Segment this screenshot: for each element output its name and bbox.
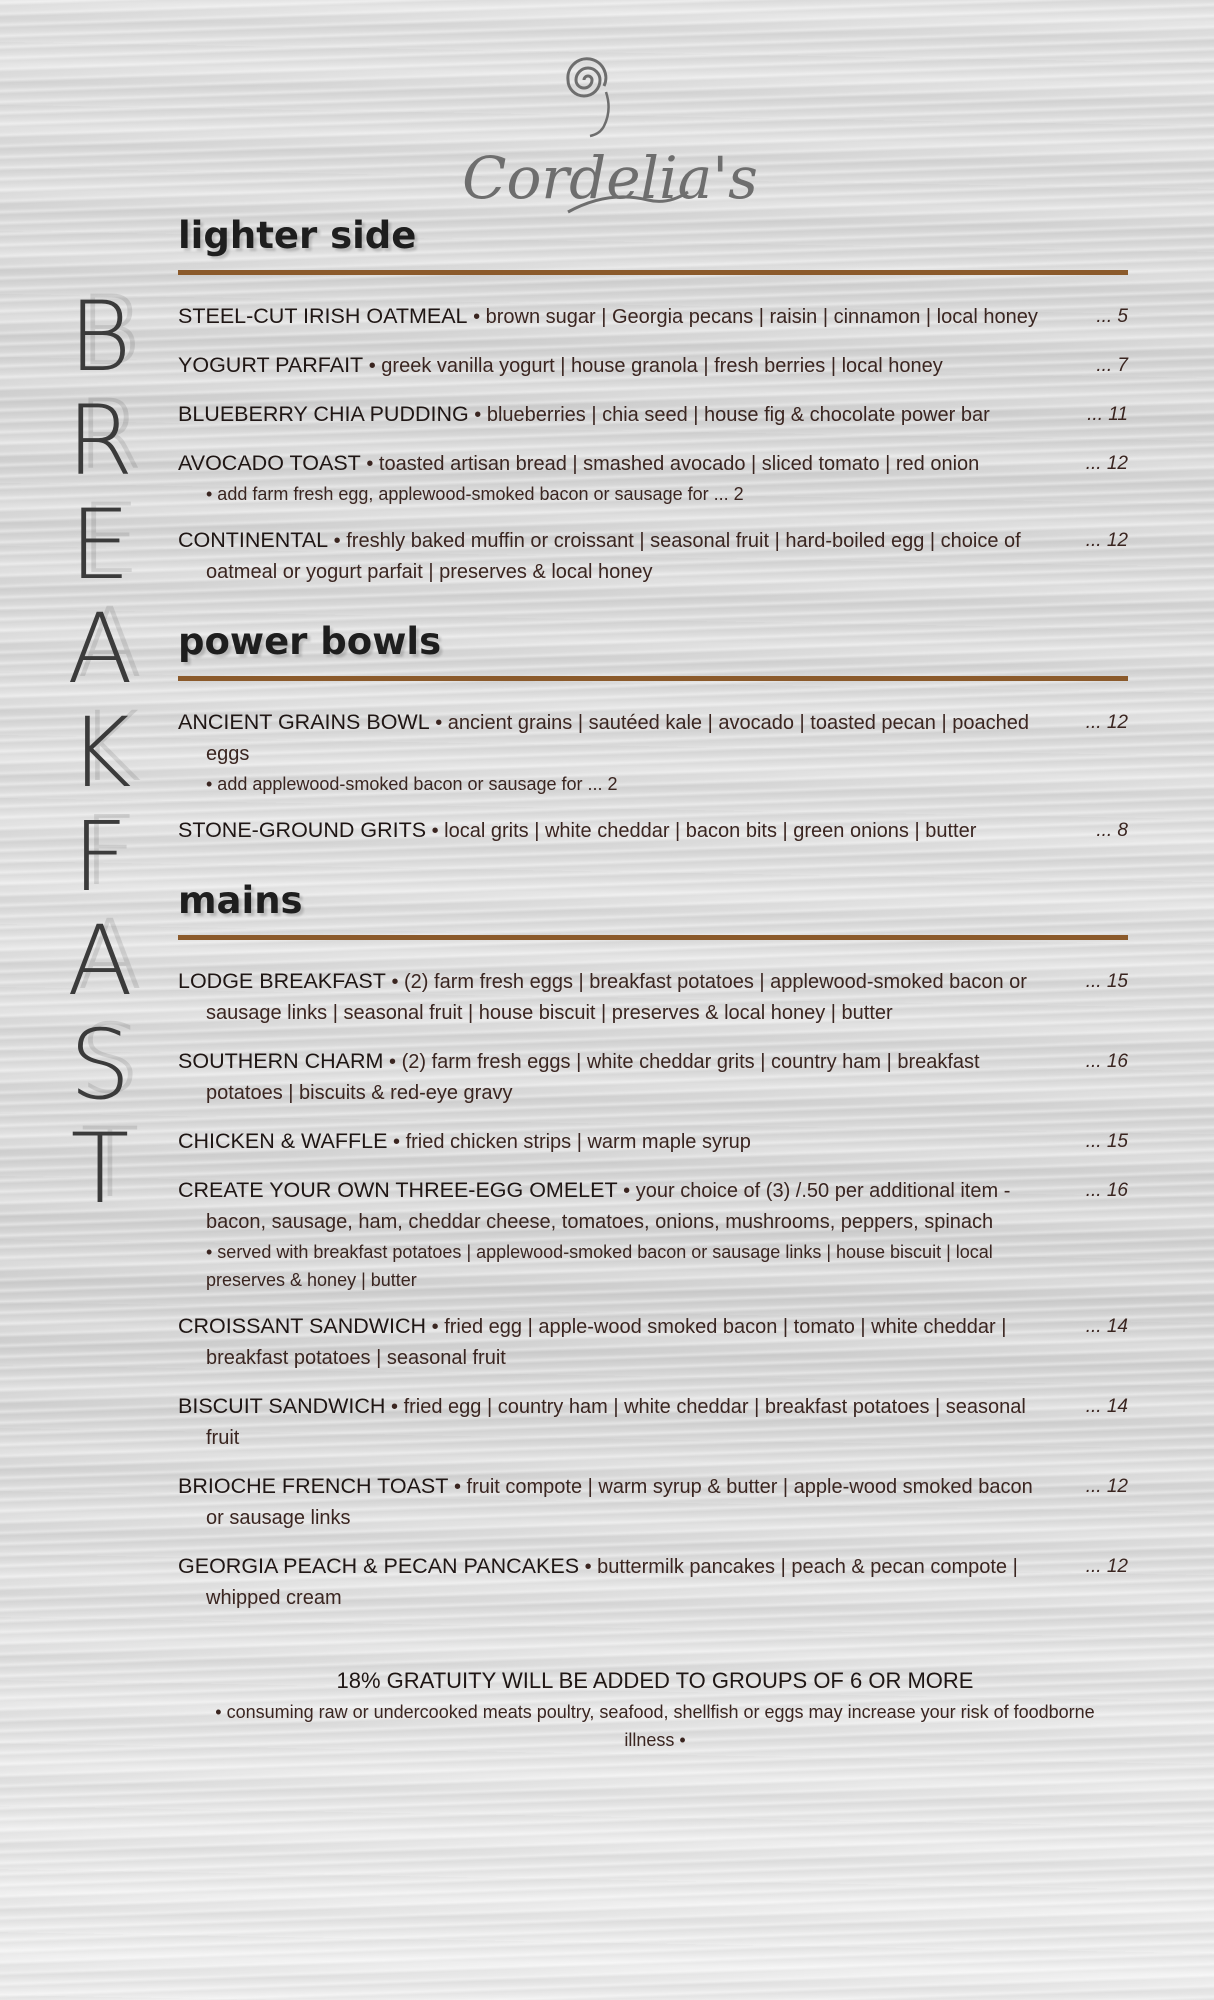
gratuity-notice: 18% GRATUITY WILL BE ADDED TO GROUPS OF 6 OR MORE <box>336 1668 974 1693</box>
menu-item <box>178 1551 1128 1614</box>
item-name: CHICKEN & WAFFLE <box>178 1129 388 1153</box>
item-name: ANCIENT GRAINS BOWL <box>178 710 430 734</box>
item-description-cont: bacon, sausage, ham, cheddar cheese, tomatoes, onions, mushrooms, peppers, spinach <box>206 1211 994 1233</box>
title-letter: A <box>67 905 133 1017</box>
item-description-cont: eggs <box>206 743 250 765</box>
item-price: ... 12 <box>1085 712 1128 733</box>
item-description-cont: or sausage links <box>206 1507 351 1529</box>
section-divider <box>178 676 1128 681</box>
item-name: AVOCADO TOAST <box>178 451 361 475</box>
section-mains <box>178 877 1128 1614</box>
item-price: ... 16 <box>1085 1051 1128 1072</box>
item-price: ... 15 <box>1085 1131 1128 1152</box>
item-addon-note: • served with breakfast potatoes | applewood-smoked bacon or sausage links | house biscuit | local preserves & honey | butter <box>206 1242 993 1290</box>
title-letter: K <box>68 697 132 809</box>
item-description: • (2) farm fresh eggs | breakfast potatoes | applewood-smoked bacon or <box>385 971 1027 993</box>
title-letter: T <box>70 1113 130 1225</box>
item-description: • fried egg | apple-wood smoked bacon | tomato | white cheddar | <box>426 1316 1007 1338</box>
item-name: STEEL-CUT IRISH OATMEAL <box>178 304 468 328</box>
item-description: • fried chicken strips | warm maple syrup <box>387 1131 751 1153</box>
menu-item <box>178 1175 1128 1294</box>
item-price: ... 14 <box>1085 1316 1128 1337</box>
item-description: • local grits | white cheddar | bacon bits | green onions | butter <box>426 820 977 842</box>
item-description: • fruit compote | warm syrup & butter | apple-wood smoked bacon <box>448 1476 1033 1498</box>
title-letter: F <box>72 801 128 913</box>
item-price: ... 8 <box>1096 820 1128 841</box>
item-description: • greek vanilla yogurt | house granola | fresh berries | local honey <box>363 355 943 377</box>
restaurant-logo <box>462 30 758 230</box>
item-price: ... 14 <box>1085 1396 1128 1417</box>
logo-wordmark: Cordelia's <box>462 144 758 212</box>
section-title: mains <box>178 879 303 922</box>
section-divider <box>178 270 1128 275</box>
menu-item <box>178 301 1128 333</box>
item-description: • freshly baked muffin or croissant | seasonal fruit | hard-boiled egg | choice of <box>328 530 1021 552</box>
menu-content <box>178 212 1128 1631</box>
item-name: BRIOCHE FRENCH TOAST <box>178 1474 449 1498</box>
title-letter: E <box>69 489 131 601</box>
menu-item <box>178 707 1128 798</box>
item-price: ... 12 <box>1085 530 1128 551</box>
item-name: CROISSANT SANDWICH <box>178 1314 427 1338</box>
section-lighter-side <box>178 212 1128 588</box>
logo-swirl-icon <box>462 30 758 230</box>
item-price: ... 16 <box>1085 1180 1128 1201</box>
item-description: • buttermilk pancakes | peach & pecan compote | <box>579 1556 1018 1578</box>
item-addon-note: • add applewood-smoked bacon or sausage for ... 2 <box>206 774 618 794</box>
item-description: • brown sugar | Georgia pecans | raisin | cinnamon | local honey <box>467 306 1038 328</box>
title-letter: B <box>68 281 132 393</box>
item-name: LODGE BREAKFAST <box>178 969 386 993</box>
item-addon-note: • add farm fresh egg, applewood-smoked bacon or sausage for ... 2 <box>206 484 744 504</box>
item-description: • blueberries | chia seed | house fig & chocolate power bar <box>468 404 990 426</box>
item-description: • toasted artisan bread | smashed avocado | sliced tomato | red onion <box>360 453 980 475</box>
section-title: lighter side <box>178 214 417 257</box>
menu-item <box>178 815 1128 847</box>
menu-item <box>178 1391 1128 1454</box>
menu-item <box>178 1126 1128 1158</box>
item-name: GEORGIA PEACH & PECAN PANCAKES <box>178 1554 580 1578</box>
item-price: ... 5 <box>1096 306 1128 327</box>
menu-item <box>178 1046 1128 1109</box>
item-price: ... 15 <box>1085 971 1128 992</box>
item-name: YOGURT PARFAIT <box>178 353 364 377</box>
item-description: • fried egg | country ham | white cheddar | breakfast potatoes | seasonal <box>385 1396 1026 1418</box>
item-name: BISCUIT SANDWICH <box>178 1394 386 1418</box>
item-name: STONE-GROUND GRITS <box>178 818 427 842</box>
item-name: SOUTHERN CHARM <box>178 1049 384 1073</box>
item-description-cont: potatoes | biscuits & red-eye gravy <box>206 1082 513 1104</box>
section-power-bowls <box>178 618 1128 847</box>
item-description: • (2) farm fresh eggs | white cheddar grits | country ham | breakfast <box>383 1051 980 1073</box>
item-name: CONTINENTAL <box>178 528 329 552</box>
menu-item <box>178 448 1128 508</box>
menu-item <box>178 1311 1128 1374</box>
breakfast-vertical-title <box>30 281 170 1225</box>
item-description-cont: oatmeal or yogurt parfait | preserves & local honey <box>206 561 653 583</box>
item-description-cont: breakfast potatoes | seasonal fruit <box>206 1347 506 1369</box>
menu-item <box>178 525 1128 588</box>
menu-item <box>178 966 1128 1029</box>
item-description: • ancient grains | sautéed kale | avocado | toasted pecan | poached <box>429 712 1029 734</box>
item-description-cont: whipped cream <box>206 1587 342 1609</box>
section-divider <box>178 935 1128 940</box>
menu-item <box>178 1471 1128 1534</box>
menu-item <box>178 350 1128 382</box>
item-description-cont: fruit <box>206 1427 240 1449</box>
food-safety-warning: • consuming raw or undercooked meats poultry, seafood, shellfish or eggs may increase your risk of foodborne illness • <box>215 1702 1095 1750</box>
section-title: power bowls <box>178 620 442 663</box>
item-price: ... 11 <box>1087 404 1128 425</box>
item-price: ... 12 <box>1085 1476 1128 1497</box>
title-letter: S <box>69 1009 131 1121</box>
item-price: ... 7 <box>1096 355 1128 376</box>
item-price: ... 12 <box>1085 1556 1128 1577</box>
item-name: BLUEBERRY CHIA PUDDING <box>178 402 469 426</box>
title-letter: A <box>67 593 133 705</box>
item-description: • your choice of (3) /.50 per additional item - <box>617 1180 1011 1202</box>
title-letter: R <box>66 385 134 497</box>
menu-footer <box>180 1664 1130 1754</box>
menu-item <box>178 399 1128 431</box>
item-name: CREATE YOUR OWN THREE-EGG OMELET <box>178 1178 618 1202</box>
item-description-cont: sausage links | seasonal fruit | house biscuit | preserves & local honey | butter <box>206 1002 893 1024</box>
item-price: ... 12 <box>1085 453 1128 474</box>
